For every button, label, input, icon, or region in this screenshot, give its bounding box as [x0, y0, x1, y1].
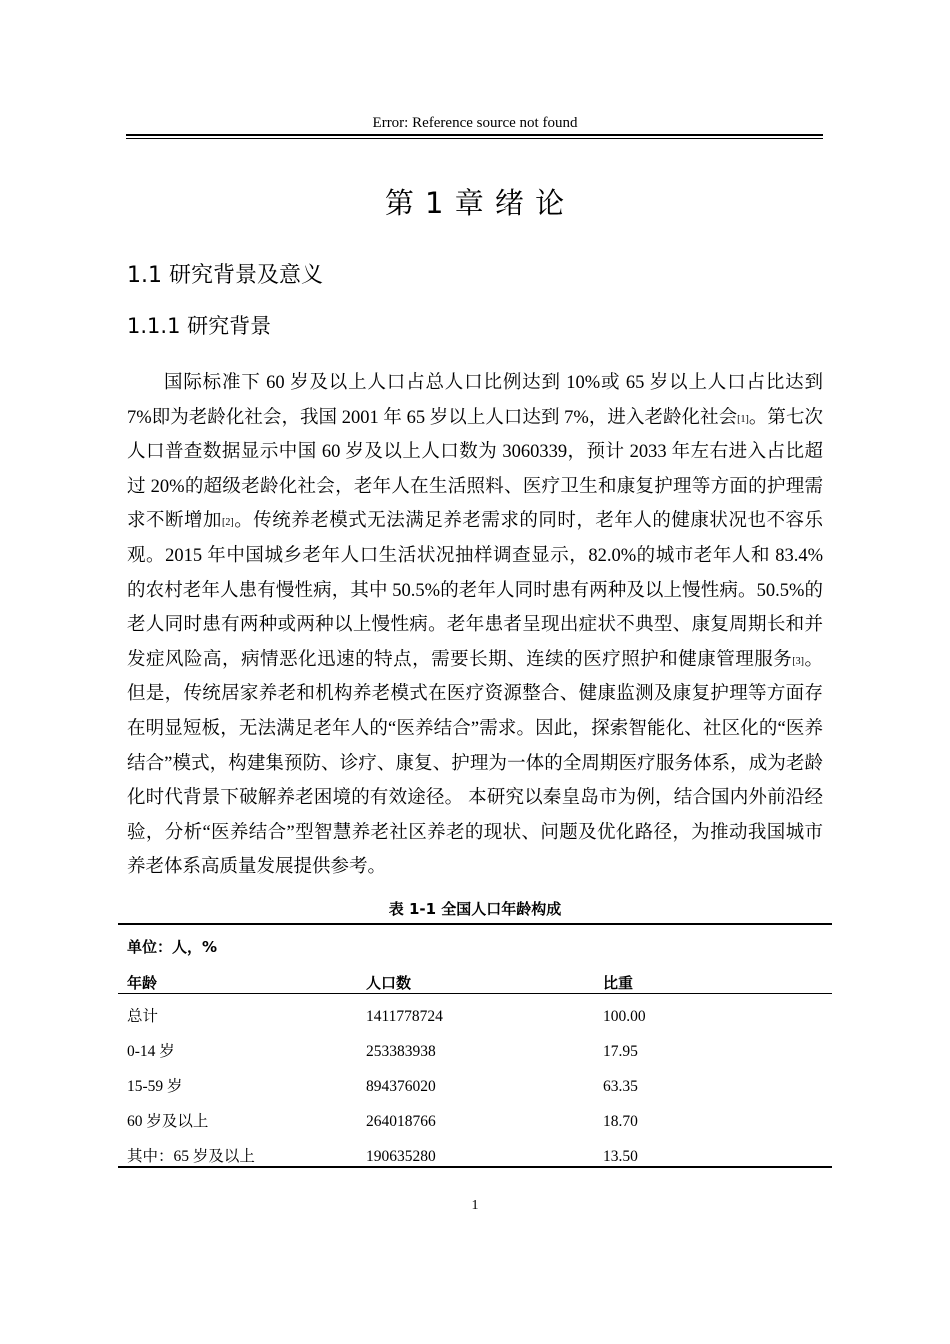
table-header-share: 比重: [603, 974, 634, 992]
cell-age: 15-59 岁: [127, 1078, 183, 1095]
page-number: 1: [471, 1198, 479, 1213]
body-text-segment: 。但是，传统居家养老和机构养老模式在医疗资源整合、健康监测及康复护理等方面存在明显短板，无法满足老年人的“医养结合”需求。因此，探索智能化、社区化的“医养结合”模式，构建集预防、诊疗、康复、护理为一体的全周期医疗服务体系，成为老龄化时代背景下破解养老困境的有效途径。 本研究以秦皇岛市为例，结合国内外前沿经验，分析“医养结合”型智慧养老社区养老的现状、问题及优化路径，为推动我国城市养老体系高质量发展提供参考。: [127, 649, 823, 878]
citation-1: [1]: [737, 413, 749, 425]
table-top-rule: [118, 923, 832, 925]
table-header-age: 年龄: [127, 974, 158, 992]
running-header: Error: Reference source not found: [372, 115, 578, 131]
cell-share: 63.35: [603, 1078, 638, 1095]
table-unit: 单位：人，%: [127, 938, 218, 956]
table-row: [118, 1039, 832, 1074]
table-row: [118, 1144, 832, 1179]
cell-share: 100.00: [603, 1008, 646, 1025]
table-header-population: 人口数: [366, 974, 412, 992]
cell-age: 其中：65 岁及以上: [127, 1148, 255, 1165]
section-heading: 1.1 研究背景及意义: [127, 263, 323, 288]
citation-3: [3]: [792, 655, 804, 667]
table-row: [118, 1109, 832, 1144]
table-caption: 表 1-1 全国人口年龄构成: [388, 900, 562, 918]
chapter-title: 第 1 章 绪 论: [384, 186, 566, 220]
table-row: [118, 1004, 832, 1039]
table-body: [118, 1004, 832, 1179]
header-rule-thin: [126, 138, 823, 139]
body-paragraph: [127, 366, 823, 885]
body-text-segment: 。传统养老模式无法满足养老需求的同时，老年人的健康状况也不容乐观。2015 年中国城乡老年人口生活状况抽样调查显示，82.0%的城市老年人和 83.4%的农村老年人患有慢性病，其中 50.5%的老年人同时患有两种及以上慢性病。50.5%的老人同时患有两种或两种以上慢性病。老年患者呈现出症状不典型、康复周期长和并发症风险高，病情恶化迅速的特点，需要长期、连续的医疗照护和健康管理服务: [127, 511, 823, 670]
cell-age: 0-14 岁: [127, 1043, 175, 1060]
cell-population: 190635280: [366, 1148, 436, 1165]
cell-share: 17.95: [603, 1043, 638, 1060]
cell-population: 1411778724: [366, 1008, 443, 1025]
body-text-segment: 国际标准下 60 岁及以上人口占总人口比例达到 10%或 65 岁以上人口占比达到 7%即为老龄化社会，我国 2001 年 65 岁以上人口达到 7%，进入老龄化社会: [127, 373, 823, 428]
cell-population: 264018766: [366, 1113, 436, 1130]
table-header-row: [118, 970, 832, 992]
table-row: [118, 1074, 832, 1109]
table-header-rule: [118, 993, 832, 994]
cell-population: 894376020: [366, 1078, 436, 1095]
cell-population: 253383938: [366, 1043, 436, 1060]
header-rule: [126, 134, 823, 136]
subsection-heading: 1.1.1 研究背景: [127, 314, 272, 338]
table-bottom-rule: [118, 1166, 832, 1168]
body-text-segment: 。第七次人口普查数据显示中国 60 岁及以上人口数为 3060339，预计 2033 年左右进入占比超过 20%的超级老龄化社会，老年人在生活照料、医疗卫生和康复护理等方面的护理需求不断增加: [127, 407, 823, 532]
cell-age: 总计: [127, 1008, 159, 1025]
cell-age: 60 岁及以上: [127, 1113, 209, 1130]
citation-2: [2]: [222, 517, 234, 529]
cell-share: 13.50: [603, 1148, 638, 1165]
cell-share: 18.70: [603, 1113, 638, 1130]
